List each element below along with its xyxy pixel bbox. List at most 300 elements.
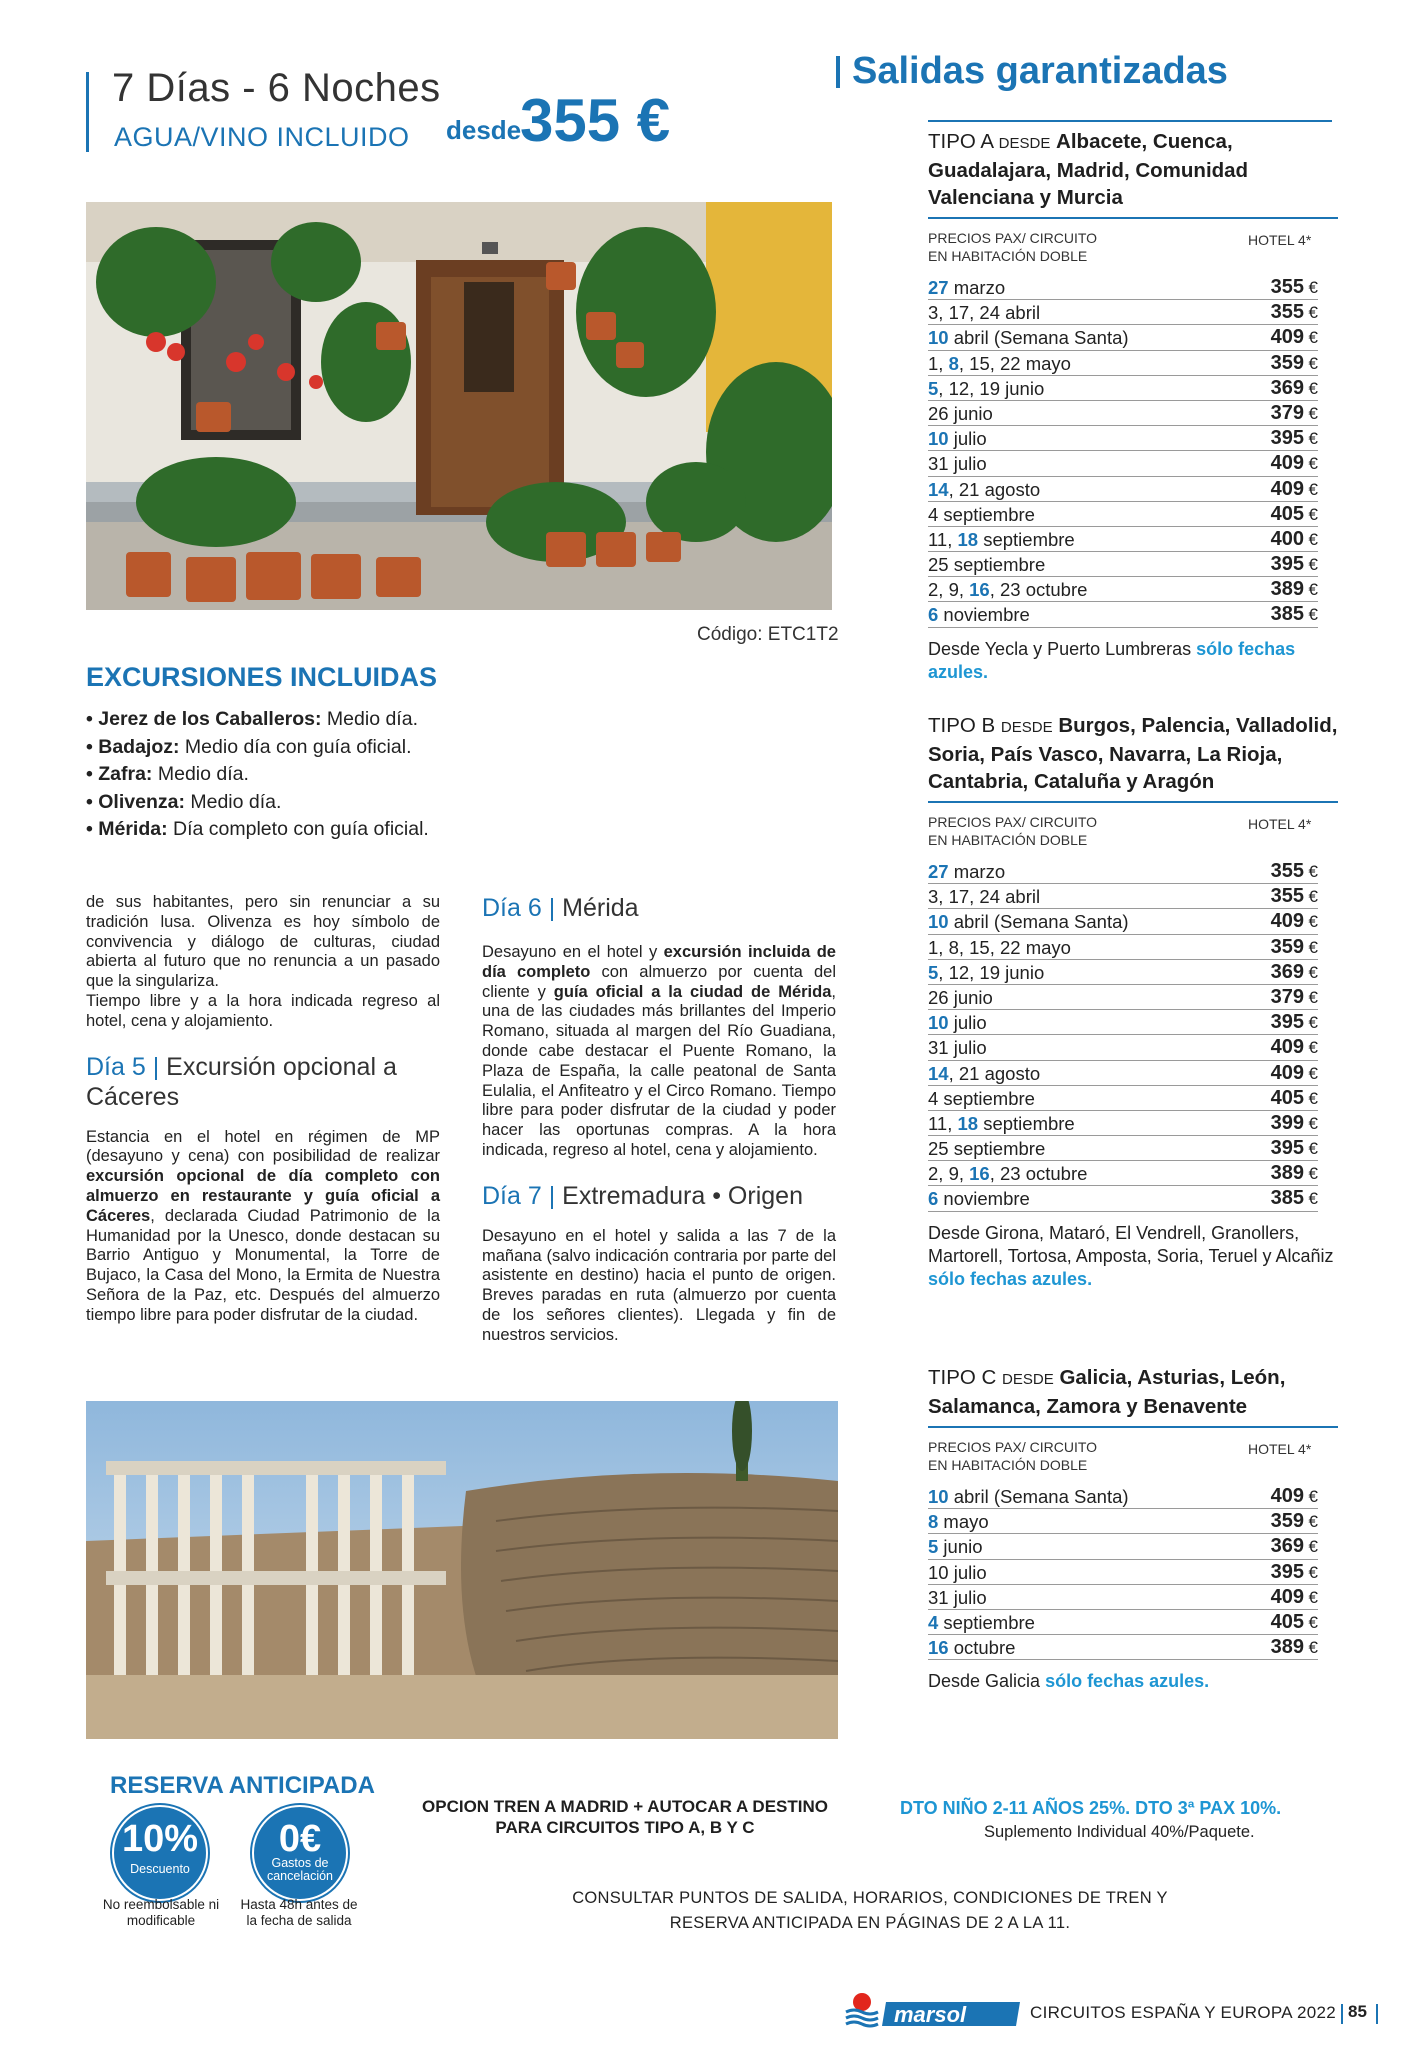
divider (1341, 2004, 1343, 2024)
price-value: 385 (1270, 603, 1304, 626)
price-value: 409 (1270, 1036, 1304, 1059)
price-from-value: 355 € (520, 87, 671, 154)
euro-symbol: € (1308, 912, 1318, 932)
price-value: 409 (1270, 1061, 1304, 1084)
price-value: 355 (1270, 860, 1304, 882)
date-text: 1, 8, 15, 22 mayo (928, 936, 1071, 958)
day7-title: Extremadura • Origen (562, 1181, 803, 1210)
tipo-heading (928, 712, 1338, 803)
excursion-desc: Medio día con guía oficial. (179, 735, 412, 758)
departure-date (928, 1086, 1035, 1111)
date-highlight: 4 (928, 1611, 939, 1633)
departure-date (928, 552, 1045, 577)
departure-date (928, 1484, 1129, 1509)
departure-date (928, 325, 1129, 350)
table-row (928, 1610, 1318, 1635)
euro-symbol: € (1308, 1587, 1318, 1607)
day6-text (482, 943, 836, 1161)
date-prefix: 11, (928, 1112, 958, 1134)
excursion-place: Mérida: (98, 818, 168, 840)
date-prefix: 1, (928, 352, 949, 374)
excursions-heading: EXCURSIONES INCLUIDAS (86, 662, 438, 692)
day6-text-part: Desayuno en el hotel y (482, 943, 664, 961)
date-highlight: 16 (928, 1637, 949, 1659)
price-value: 409 (1270, 452, 1304, 475)
date-highlight: 10 (928, 327, 949, 349)
excursion-place: Badajoz: (98, 735, 180, 758)
tipo-a-section (928, 128, 1338, 684)
date-text: septiembre (978, 1112, 1075, 1134)
departure-date (928, 884, 1040, 909)
day5-title: Excursión opcional a Cáceres (86, 1052, 397, 1111)
departure-date (928, 602, 1030, 627)
date-highlight: 8 (928, 1511, 939, 1533)
photo-house-flowerpots (86, 202, 832, 610)
tipo-note (928, 1222, 1338, 1291)
price-value: 395 (1270, 1560, 1304, 1583)
tipo-label: TIPO A (928, 130, 993, 153)
price-value: 359 (1270, 351, 1304, 374)
table-row (928, 1111, 1318, 1136)
euro-symbol: € (1308, 1562, 1318, 1582)
price-value: 355 (1270, 276, 1304, 298)
euro-symbol: € (1308, 1088, 1318, 1108)
price-value: 389 (1270, 1636, 1304, 1659)
date-highlight: 10 (928, 1012, 949, 1034)
table-row (928, 1010, 1318, 1035)
table-row (928, 325, 1318, 350)
price-value: 409 (1270, 910, 1304, 933)
price-value: 389 (1270, 578, 1304, 601)
departure-date (928, 577, 1087, 602)
table-row (928, 552, 1318, 577)
price-value: 405 (1270, 1086, 1304, 1109)
excursion-desc: Día completo con guía oficial. (167, 818, 429, 840)
departure-date (928, 401, 993, 426)
marsol-logo (844, 1990, 1024, 2030)
table-row (928, 577, 1318, 602)
day5-number: Día 5 (86, 1052, 146, 1081)
discount-value: 10% (121, 1818, 199, 1860)
euro-symbol: € (1308, 1189, 1318, 1209)
departure-date (928, 1585, 987, 1610)
tipo-note (928, 1670, 1338, 1693)
table-row (928, 351, 1318, 376)
table-row (928, 376, 1318, 401)
day4-continuation-text (86, 893, 440, 1032)
euro-symbol: € (1308, 278, 1318, 297)
departure-date (928, 859, 1005, 884)
note-text: Desde Yecla y Puerto Lumbreras (928, 638, 1197, 659)
discount-badge (112, 1805, 208, 1901)
euro-symbol: € (1308, 1063, 1318, 1083)
table-row (928, 300, 1318, 325)
departure-date (928, 1111, 1075, 1136)
salidas-heading: Salidas garantizadas (852, 50, 1228, 92)
departure-date (928, 1509, 989, 1534)
price-table-header (928, 229, 1338, 271)
date-text: abril (Semana Santa) (948, 327, 1129, 349)
price-value: 369 (1270, 1535, 1304, 1558)
table-row (928, 1560, 1318, 1585)
date-text: 3, 17, 24 abril (928, 886, 1041, 908)
euro-symbol: € (1308, 987, 1318, 1007)
tipo-cities: Burgos, Palencia, Valladolid, Soria, País Vasco, Navarra, La Rioja, Cantabria, Cataluña y Aragón (928, 714, 1338, 793)
excursion-place: Olivenza: (98, 790, 185, 813)
logo-text: marsol (894, 2002, 967, 2027)
price-value: 405 (1270, 1610, 1304, 1633)
hotel-category: HOTEL 4* (1248, 232, 1312, 248)
date-prefix: 2, 9, (928, 1163, 970, 1185)
separator: | (152, 1052, 160, 1081)
date-text: , 21 agosto (948, 478, 1041, 500)
salidas-accent-bar (836, 56, 840, 88)
day4-text-end: Tiempo libre y a la hora indicada regreso al hotel, cena y alojamiento. (86, 991, 440, 1030)
departure-date (928, 1061, 1040, 1086)
euro-symbol: € (1308, 1139, 1318, 1159)
excursions-list (86, 706, 429, 844)
photo-roman-theatre-merida (86, 1401, 838, 1739)
note-highlight: sólo fechas azules. (1045, 1671, 1210, 1692)
list-item (86, 816, 429, 844)
departure-date (928, 1035, 987, 1060)
euro-symbol: € (1308, 429, 1318, 449)
note-text: Desde Galicia (928, 1671, 1046, 1692)
euro-symbol: € (1308, 605, 1318, 625)
departure-date (928, 1136, 1045, 1161)
day4-text: de sus habitantes, pero sin renunciar a su tradición lusa. Olivenza es hoy símbolo de convivencia y diálogo de culturas, ciudad abierta al futuro que no renuncia a un pasado que la singulariza. (86, 893, 440, 991)
table-row (928, 426, 1318, 451)
price-table (928, 275, 1318, 628)
price-label-line2: EN HABITACIÓN DOBLE (928, 1457, 1088, 1473)
date-text: noviembre (938, 1188, 1030, 1210)
departure-date (928, 1610, 1035, 1635)
euro-symbol: € (1308, 353, 1318, 373)
cancellation-label: Gastos de cancelación (266, 1856, 333, 1883)
cancellation-badge (252, 1805, 348, 1901)
date-highlight: 18 (957, 528, 979, 550)
price-value: 379 (1270, 985, 1304, 1008)
price-value: 359 (1270, 935, 1304, 958)
day7-heading (482, 1181, 836, 1211)
list-item (86, 734, 429, 762)
table-row (928, 909, 1318, 934)
day6-text-part: con almuerzo por cuenta del cliente y (482, 962, 837, 1001)
date-text: , 12, 19 junio (938, 961, 1045, 983)
tipo-c-section (928, 1364, 1338, 1693)
departure-date (928, 527, 1075, 552)
table-row (928, 1509, 1318, 1534)
tipo-desde: DESDE (1000, 719, 1053, 736)
excursion-desc: Medio día. (152, 763, 249, 785)
date-text: 26 junio (928, 402, 993, 424)
date-highlight: 10 (928, 911, 949, 933)
table-row (928, 935, 1318, 960)
euro-symbol: € (1308, 1113, 1318, 1133)
price-label-line2: EN HABITACIÓN DOBLE (928, 248, 1088, 264)
table-row (928, 527, 1318, 552)
tipo-cities: Albacete, Cuenca, Guadalajara, Madrid, Comunidad Valenciana y Murcia (928, 130, 1249, 209)
date-highlight: 27 (928, 861, 949, 882)
price-table (928, 1484, 1318, 1660)
euro-symbol: € (1308, 1164, 1318, 1184)
euro-symbol: € (1308, 887, 1318, 907)
day5-text-part: Estancia en el hotel en régimen de MP (desayuno y cena) con posibilidad de realizar (86, 1127, 440, 1166)
departure-date (928, 960, 1044, 985)
page-number: 85 (1348, 2002, 1367, 2021)
header-accent-bar (86, 72, 89, 152)
table-row (928, 502, 1318, 527)
price-value: 369 (1270, 960, 1304, 983)
date-text: julio (948, 428, 987, 450)
departure-date (928, 909, 1129, 934)
table-row (928, 1635, 1318, 1660)
tipo-heading (928, 128, 1338, 219)
date-highlight: 18 (957, 1112, 979, 1134)
discount-label: Descuento (130, 1862, 190, 1876)
table-row (928, 1161, 1318, 1186)
date-highlight: 10 (928, 1486, 949, 1507)
table-row (928, 401, 1318, 426)
departure-date (928, 1010, 987, 1035)
price-value: 409 (1270, 1585, 1304, 1608)
price-value: 379 (1270, 401, 1304, 424)
discount-note: No reembolsable ni modificable (102, 1897, 220, 1928)
departure-date (928, 502, 1035, 527)
tour-code: Código: ETC1T2 (697, 624, 839, 645)
date-text: mayo (938, 1511, 989, 1533)
tipo-label: TIPO C (928, 1366, 997, 1389)
price-value: 395 (1270, 1011, 1304, 1034)
price-value: 409 (1270, 1485, 1304, 1507)
day6-text-bold: guía oficial a la ciudad de Mérida (553, 982, 832, 1001)
tour-subtitle: AGUA/VINO INCLUIDO (114, 122, 410, 152)
departure-date (928, 1161, 1087, 1186)
date-text: 31 julio (928, 1586, 987, 1608)
date-text: , 23 octubre (989, 579, 1088, 601)
euro-symbol: € (1308, 1487, 1318, 1506)
euro-symbol: € (1308, 328, 1318, 348)
euro-symbol: € (1308, 1612, 1318, 1632)
euro-symbol: € (1308, 403, 1318, 423)
day5-text (86, 1128, 440, 1326)
tipo-note (928, 638, 1338, 684)
date-text: 31 julio (928, 1037, 987, 1059)
departure-date (928, 1560, 987, 1585)
date-highlight: 14 (928, 478, 949, 500)
price-value: 369 (1270, 376, 1304, 399)
tour-duration-title: 7 Días - 6 Noches (112, 66, 441, 110)
departure-date (928, 1534, 983, 1559)
date-text: abril (Semana Santa) (948, 911, 1129, 933)
note-text: Desde Girona, Mataró, El Vendrell, Granollers, Martorell, Tortosa, Amposta, Soria, Teruel y Alcañiz (928, 1222, 1334, 1266)
euro-symbol: € (1308, 303, 1318, 323)
table-row (928, 1136, 1318, 1161)
note-highlight: sólo fechas azules. (928, 638, 1296, 682)
price-value: 400 (1270, 527, 1304, 550)
euro-symbol: € (1308, 454, 1318, 474)
date-text: , 23 octubre (989, 1163, 1088, 1185)
date-highlight: 6 (928, 1188, 939, 1210)
itinerary-column-2 (482, 893, 836, 1346)
departure-date (928, 351, 1071, 376)
date-highlight: 5 (928, 961, 939, 983)
excursion-desc: Medio día. (184, 790, 282, 813)
date-highlight: 5 (928, 1536, 939, 1558)
date-highlight: 8 (948, 352, 959, 374)
departure-date (928, 1186, 1030, 1211)
price-value: 385 (1270, 1187, 1304, 1210)
date-highlight: 10 (928, 428, 949, 450)
table-row (928, 1585, 1318, 1610)
date-highlight: 16 (969, 1163, 990, 1185)
footer-catalog-title: CIRCUITOS ESPAÑA Y EUROPA 2022 (1030, 2003, 1336, 2022)
price-table-header (928, 813, 1338, 855)
euro-symbol: € (1308, 1638, 1318, 1658)
date-text: septiembre (978, 528, 1075, 550)
table-row (928, 1086, 1318, 1111)
day5-heading (86, 1052, 440, 1112)
date-text: , 21 agosto (948, 1062, 1041, 1084)
single-supplement-text: Suplemento Individual 40%/Paquete. (984, 1823, 1255, 1841)
list-item (86, 706, 429, 734)
euro-symbol: € (1308, 504, 1318, 524)
price-table-header (928, 1438, 1338, 1480)
price-value: 355 (1270, 885, 1304, 908)
price-table (928, 859, 1318, 1212)
euro-symbol: € (1308, 1512, 1318, 1532)
day6-number: Día 6 (482, 894, 542, 922)
euro-symbol: € (1308, 580, 1318, 600)
date-highlight: 5 (928, 377, 939, 399)
table-row (928, 1534, 1318, 1559)
table-row (928, 960, 1318, 985)
table-row (928, 1061, 1318, 1086)
date-text: marzo (948, 277, 1006, 298)
date-text: abril (Semana Santa) (948, 1486, 1129, 1507)
euro-symbol: € (1308, 1013, 1318, 1033)
departure-date (928, 376, 1044, 401)
table-row (928, 985, 1318, 1010)
price-label-line1: PRECIOS PAX/ CIRCUITO (928, 230, 1098, 246)
table-row (928, 859, 1318, 884)
day5-text-part: , declarada Ciudad Patrimonio de la Humanidad por la Unesco, donde destacan su Barrio Antiguo y Monumental, la Torre de Bujaco, la Casa del Mono, la Ermita de Nuestra Señora de la Paz, etc. Después del almuerzo tiempo libre para poder disfrutar de la ciudad. (86, 1206, 440, 1324)
date-prefix: 2, 9, (928, 579, 970, 601)
departure-date (928, 275, 1005, 300)
date-text: 4 septiembre (928, 503, 1035, 525)
departure-date (928, 935, 1071, 960)
list-item (86, 789, 429, 817)
cancellation-note: Hasta 48h antes de la fecha de salida (240, 1897, 358, 1928)
date-highlight: 14 (928, 1062, 949, 1084)
departure-date (928, 985, 993, 1010)
tipo-label: TIPO B (928, 714, 996, 737)
date-text: 10 julio (928, 1561, 987, 1583)
price-value: 409 (1270, 326, 1304, 349)
day6-text-bold: excursión incluida de día completo (482, 943, 836, 981)
excursion-place: Zafra: (98, 763, 153, 785)
price-value: 405 (1270, 502, 1304, 525)
divider (1376, 2004, 1378, 2024)
departure-date (928, 300, 1040, 325)
table-row (928, 477, 1318, 502)
tipo-cities: Galicia, Asturias, León, Salamanca, Zamora y Benavente (928, 1366, 1286, 1418)
itinerary-column-1 (86, 893, 440, 1326)
price-label-line1: PRECIOS PAX/ CIRCUITO (928, 814, 1098, 830)
excursion-desc: Medio día. (321, 708, 418, 730)
euro-symbol: € (1308, 378, 1318, 398)
note-highlight: sólo fechas azules. (928, 1268, 1093, 1289)
table-row (928, 602, 1318, 627)
euro-symbol: € (1308, 862, 1318, 881)
date-text: octubre (948, 1637, 1016, 1659)
price-value: 409 (1270, 477, 1304, 500)
date-text: julio (948, 1012, 987, 1034)
cancellation-value: 0€ (278, 1818, 322, 1860)
date-highlight: 16 (969, 579, 990, 601)
hotel-category: HOTEL 4* (1248, 1441, 1312, 1457)
divider (928, 120, 1332, 122)
euro-symbol: € (1308, 1038, 1318, 1058)
tipo-heading (928, 1364, 1338, 1428)
price-value: 395 (1270, 553, 1304, 576)
hotel-category: HOTEL 4* (1248, 816, 1312, 832)
departure-date (928, 1635, 1015, 1660)
day6-text-part: , una de las ciudades más brillantes del Imperio Romano, situada al margen del Río Guadiana, donde cabe destacar el Puente Romano, la Plaza de España, la calle peatonal de Santa Eulalia, el Anfiteatro y el Circo Romano. Tiempo libre para poder disfrutar de la ciudad y poder hacer las oportunas compras. A la hora indicada, regreso al hotel, cena y alojamiento. (482, 982, 836, 1159)
table-row (928, 451, 1318, 476)
price-label-line1: PRECIOS PAX/ CIRCUITO (928, 1439, 1098, 1455)
price-value: 395 (1270, 427, 1304, 450)
date-text: 4 septiembre (928, 1087, 1035, 1109)
day6-heading (482, 893, 836, 923)
day7-number: Día 7 (482, 1181, 542, 1210)
table-row (928, 1186, 1318, 1211)
day6-title: Mérida (562, 894, 639, 922)
date-text: 25 septiembre (928, 554, 1046, 576)
euro-symbol: € (1308, 555, 1318, 575)
price-value: 359 (1270, 1510, 1304, 1533)
date-text: 25 septiembre (928, 1138, 1046, 1160)
price-value: 395 (1270, 1137, 1304, 1160)
table-row (928, 1035, 1318, 1060)
date-text: 26 junio (928, 986, 993, 1008)
euro-symbol: € (1308, 1537, 1318, 1557)
table-row (928, 275, 1318, 300)
train-option-text: OPCION TREN A MADRID + AUTOCAR A DESTINO PARA CIRCUITOS TIPO A, B Y C (422, 1797, 828, 1837)
price-from-label: desde (446, 115, 522, 145)
child-discount-text: DTO NIÑO 2-11 AÑOS 25%. DTO 3ª PAX 10%. (900, 1798, 1282, 1818)
separator: | (548, 894, 556, 922)
list-item (86, 761, 429, 789)
date-text: septiembre (938, 1611, 1035, 1633)
departure-date (928, 426, 987, 451)
date-text: marzo (948, 861, 1006, 882)
tipo-b-section (928, 712, 1338, 1291)
date-highlight: 27 (928, 277, 949, 298)
date-text: 31 julio (928, 453, 987, 475)
euro-symbol: € (1308, 937, 1318, 957)
excursion-place: Jerez de los Caballeros: (98, 708, 322, 730)
day7-text: Desayuno en el hotel y salida a las 7 de la mañana (salvo indicación contraria por parte del asistente en destino) hacia el punto de origen. Breves paradas en ruta (almuerzo por cuenta de los señores clientes). Llegada y fin de nuestros servicios. (482, 1226, 836, 1344)
date-text: , 12, 19 junio (938, 377, 1045, 399)
table-row (928, 884, 1318, 909)
table-row (928, 1484, 1318, 1509)
consult-note: CONSULTAR PUNTOS DE SALIDA, HORARIOS, CONDICIONES DE TREN Y RESERVA ANTICIPADA EN PÁGINAS DE 2 A LA 11. (572, 1889, 1168, 1932)
date-text: junio (938, 1536, 983, 1558)
date-prefix: 11, (928, 528, 958, 550)
price-label-line2: EN HABITACIÓN DOBLE (928, 832, 1088, 848)
price-value: 355 (1270, 301, 1304, 324)
